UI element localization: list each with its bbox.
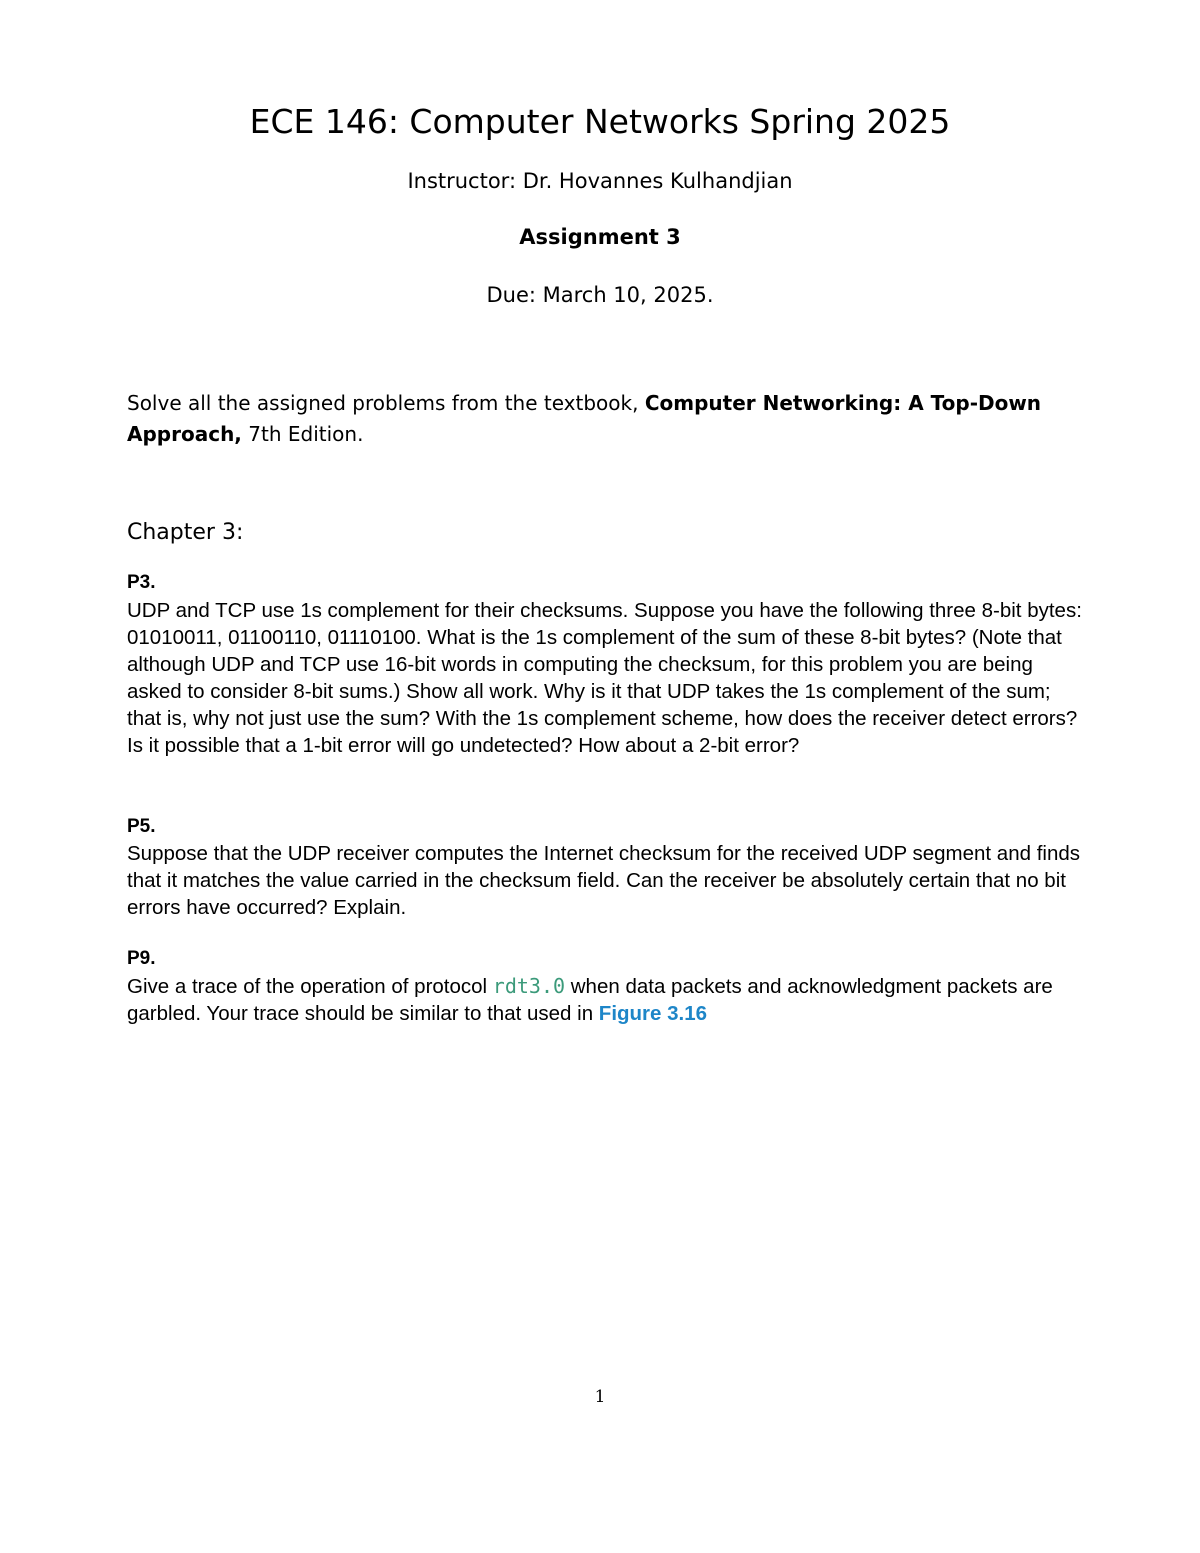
p9-text-middle: when data packets and acknowledgment packets are garbled. Your trace should be similar to that used in — [127, 975, 1053, 1025]
instructor-line: Instructor: Dr. Hovannes Kulhandjian — [407, 169, 793, 193]
assignment-heading: Assignment 3 — [519, 225, 681, 249]
problem-text-p3: UDP and TCP use 1s complement for their checksums. Suppose you have the following three 8-bit bytes: 01010011, 01100110, 01110100. What is the 1s complement of the sum of these 8-bit bytes? (Note that although UDP and TCP use 16-bit words in computing the checksum, for this problem you are being asked to consider 8-bit sums.) Show all work. Why is it that UDP takes the 1s complement of the sum; that is, why not just use the sum? With the 1s complement scheme, how does the receiver detect errors? Is it possible that a 1-bit error will go undetected? How about a 2-bit error? — [127, 599, 1082, 757]
textbook-title: Computer Networking: A Top-Down Approach, — [127, 391, 1042, 446]
problem-label-p5: P5. — [127, 816, 156, 837]
document-title: ECE 146: Computer Networks Spring 2025 — [249, 102, 951, 141]
chapter-heading: Chapter 3: — [127, 520, 244, 545]
figure-link[interactable]: Figure 3.16 — [598, 1002, 708, 1025]
page-number: 1 — [594, 1387, 606, 1407]
p9-text-before: Give a trace of the operation of protocol — [127, 975, 493, 998]
intro-prefix: Solve all the assigned problems from the textbook, — [127, 391, 645, 415]
intro-suffix: 7th Edition. — [241, 422, 364, 446]
problem-text-p9 — [127, 973, 1087, 1027]
problem-label-p9: P9. — [127, 948, 156, 969]
due-date: Due: March 10, 2025. — [486, 283, 714, 307]
protocol-code: rdt3.0 — [492, 974, 566, 998]
problem-text-p5: Suppose that the UDP receiver computes the Internet checksum for the received UDP segment and finds that it matches the value carried in the checksum field. Can the receiver be absolutely certain that no bit errors have occurred? Explain. — [127, 842, 1080, 919]
intro-paragraph — [127, 388, 1077, 450]
problem-label-p3: P3. — [127, 572, 156, 593]
